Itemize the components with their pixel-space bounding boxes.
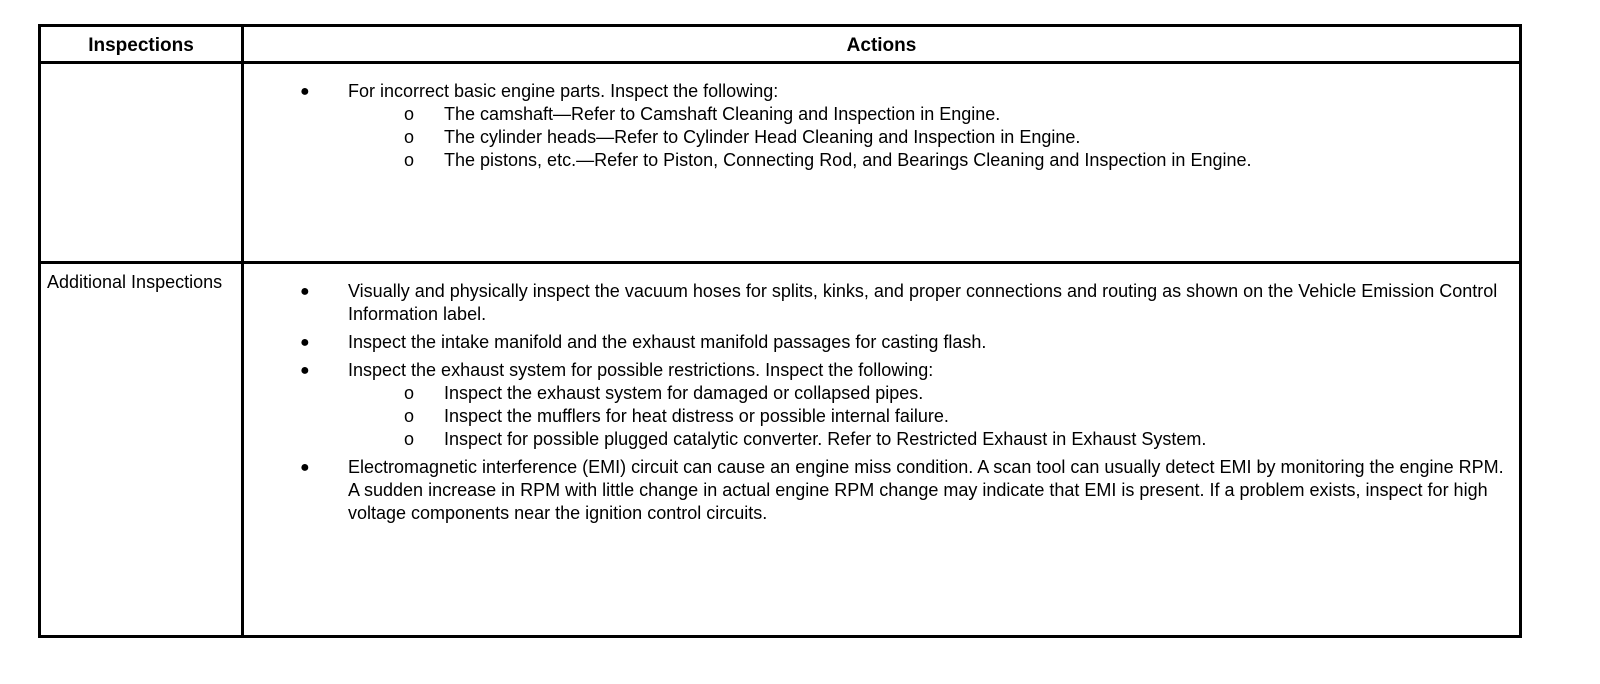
sub-action-text: Inspect the mufflers for heat distress or possible internal failure. [444, 406, 949, 426]
header-actions: Actions [846, 34, 917, 56]
sub-action-text: Inspect for possible plugged catalytic converter. Refer to Restricted Exhaust in Exhaust System. [444, 429, 1207, 449]
bullet-icon: ● [300, 362, 310, 379]
header-inspections: Inspections [88, 34, 194, 56]
row-divider [41, 261, 1519, 264]
bullet-icon: ● [300, 283, 310, 300]
inspection-table [38, 24, 1522, 638]
circle-bullet-icon: o [404, 429, 415, 449]
sub-action-text: Inspect the exhaust system for damaged or collapsed pipes. [444, 383, 924, 403]
circle-bullet-icon: o [404, 104, 415, 124]
sub-list-item [348, 126, 1515, 149]
list-item [244, 456, 1519, 525]
list-item [244, 280, 1519, 326]
bullet-icon: ● [300, 83, 310, 100]
sub-list-item [348, 149, 1515, 172]
sub-action-text: The pistons, etc.—Refer to Piston, Connecting Rod, and Bearings Cleaning and Inspection in Engine. [444, 150, 1252, 170]
action-text: Inspect the exhaust system for possible restrictions. Inspect the following: [348, 360, 934, 380]
sub-list-item [348, 428, 1515, 451]
list-item [244, 80, 1519, 172]
bullet-icon: ● [300, 459, 310, 476]
bullet-icon: ● [300, 334, 310, 351]
row2-inspection: Additional Inspections [47, 272, 223, 292]
row2-actions [244, 280, 1519, 530]
list-item [244, 359, 1519, 451]
circle-bullet-icon: o [404, 406, 415, 426]
sub-list-item [348, 405, 1515, 428]
circle-bullet-icon: o [404, 127, 415, 147]
circle-bullet-icon: o [404, 150, 415, 170]
sub-action-text: The camshaft—Refer to Camshaft Cleaning and Inspection in Engine. [444, 104, 1001, 124]
action-text: Electromagnetic interference (EMI) circuit can cause an engine miss condition. A scan tool can usually detect EMI by monitoring the engine RPM. A sudden increase in RPM with little change in actual engine RPM change may indicate that EMI is present. If a problem exists, inspect for high voltage components near the ignition control circuits. [348, 457, 1504, 523]
action-text: Visually and physically inspect the vacuum hoses for splits, kinks, and proper connections and routing as shown on the Vehicle Emission Control Information label. [348, 281, 1498, 324]
circle-bullet-icon: o [404, 383, 415, 403]
sub-action-text: The cylinder heads—Refer to Cylinder Head Cleaning and Inspection in Engine. [444, 127, 1081, 147]
list-item [244, 331, 1519, 354]
row1-actions [244, 80, 1519, 177]
sub-list-item [348, 382, 1515, 405]
sub-list-item [348, 103, 1515, 126]
action-text: Inspect the intake manifold and the exhaust manifold passages for casting flash. [348, 332, 987, 352]
action-text: For incorrect basic engine parts. Inspect the following: [348, 81, 779, 101]
